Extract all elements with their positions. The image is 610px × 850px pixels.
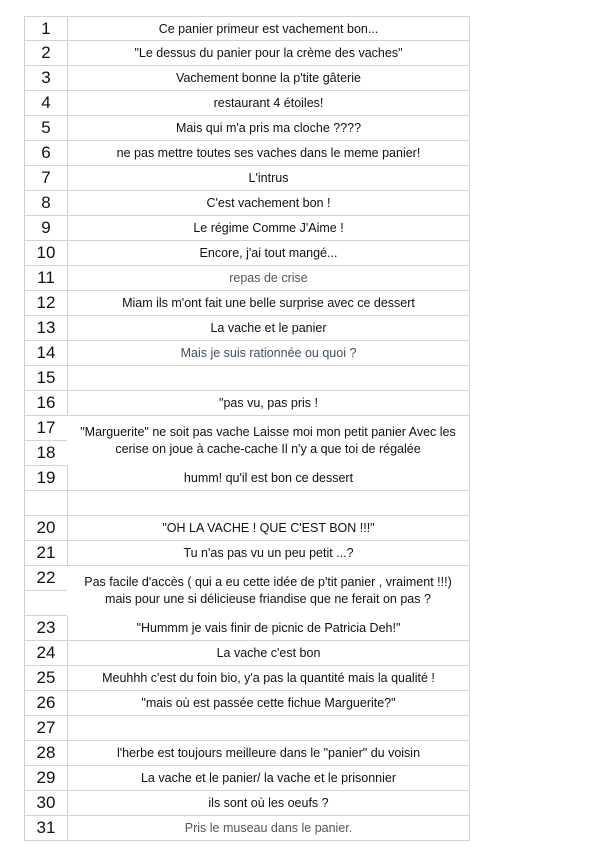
row-text: C'est vachement bon ! [68,191,470,215]
row-text: La vache et le panier [68,316,470,340]
row-text: Miam ils m'ont fait une belle surprise avec ce dessert [68,291,470,315]
table-row[interactable] [24,466,470,491]
row-text: La vache c'est bon [68,641,470,665]
row-number: 6 [24,141,68,165]
row-text: Mais je suis rationnée ou quoi ? [68,341,470,365]
table-row[interactable] [24,191,470,216]
row-text: "Le dessus du panier pour la crème des vaches" [68,41,470,65]
table-row[interactable] [24,691,470,716]
spreadsheet-table [24,16,470,841]
table-row[interactable] [24,91,470,116]
merged-cell-entry-17-18: "Marguerite" ne soit pas vache Laisse moi mon petit panier Avec les cerise on joue à cache-cache Il n'y a que toi de régalée [67,416,470,466]
table-row[interactable] [24,66,470,91]
row-text: l'herbe est toujours meilleure dans le "panier" du voisin [68,741,470,765]
table-row[interactable] [24,41,470,66]
table-row[interactable] [24,166,470,191]
table-row[interactable] [24,16,470,41]
row-number: 15 [24,366,68,390]
row-text: "mais où est passée cette fichue Marguerite?" [68,691,470,715]
row-number: 17 [24,416,68,440]
row-number: 3 [24,66,68,90]
row-number: 19 [24,466,68,490]
row-text: Pris le museau dans le panier. [68,816,470,840]
table-row[interactable] [24,116,470,141]
row-number: 27 [24,716,68,740]
row-number: 23 [24,616,68,640]
table-row[interactable] [24,816,470,841]
table-row[interactable] [24,641,470,666]
row-number: 8 [24,191,68,215]
table-row[interactable] [24,216,470,241]
table-row[interactable] [24,791,470,816]
row-number: 18 [24,441,68,465]
row-number: 14 [24,341,68,365]
table-row[interactable] [24,516,470,541]
row-text: "OH LA VACHE ! QUE C'EST BON !!!" [68,516,470,540]
row-number: 9 [24,216,68,240]
row-number: 2 [24,41,68,65]
row-number: 30 [24,791,68,815]
table-row[interactable] [24,316,470,341]
row-number: 7 [24,166,68,190]
row-number: 1 [24,17,68,40]
row-number: 11 [24,266,68,290]
row-number: 29 [24,766,68,790]
row-text [68,366,470,390]
table-row[interactable] [24,716,470,741]
row-text: Meuhhh c'est du foin bio, y'a pas la quantité mais la qualité ! [68,666,470,690]
row-number: 26 [24,691,68,715]
row-text: "Hummm je vais finir de picnic de Patricia Deh!" [68,616,470,640]
table-row[interactable] [24,666,470,691]
table-row[interactable] [24,141,470,166]
row-text: ils sont où les oeufs ? [68,791,470,815]
row-number: 25 [24,666,68,690]
row-text: La vache et le panier/ la vache et le prisonnier [68,766,470,790]
table-row[interactable] [24,541,470,566]
row-number: 22 [24,566,68,590]
table-row[interactable] [24,391,470,416]
row-text: ne pas mettre toutes ses vaches dans le meme panier! [68,141,470,165]
row-text: Tu n'as pas vu un peu petit ...? [68,541,470,565]
table-row[interactable] [24,766,470,791]
merged-cell-entry-22: Pas facile d'accès ( qui a eu cette idée de p'tit panier , vraiment !!!) mais pour une si délicieuse friandise que ne ferait on pas ? [67,566,470,616]
table-row[interactable] [24,266,470,291]
row-number [24,491,68,515]
table-row[interactable] [24,241,470,266]
row-text: Vachement bonne la p'tite gâterie [68,66,470,90]
row-text: Ce panier primeur est vachement bon... [68,17,470,40]
row-text [68,491,470,515]
row-text: humm! qu'il est bon ce dessert [68,466,470,490]
row-number: 4 [24,91,68,115]
row-text: L'intrus [68,166,470,190]
table-row[interactable] [24,341,470,366]
table-row[interactable] [24,291,470,316]
row-text: restaurant 4 étoiles! [68,91,470,115]
row-number: 24 [24,641,68,665]
row-number: 20 [24,516,68,540]
row-number: 21 [24,541,68,565]
table-row[interactable] [24,741,470,766]
row-text: Encore, j'ai tout mangé... [68,241,470,265]
table-row[interactable] [24,366,470,391]
row-number: 16 [24,391,68,415]
row-number [24,591,68,615]
row-text: Mais qui m'a pris ma cloche ???? [68,116,470,140]
row-text: Le régime Comme J'Aime ! [68,216,470,240]
row-text [68,716,470,740]
row-number: 13 [24,316,68,340]
row-number: 12 [24,291,68,315]
row-text: repas de crise [68,266,470,290]
row-number: 5 [24,116,68,140]
row-text: "pas vu, pas pris ! [68,391,470,415]
row-number: 10 [24,241,68,265]
table-row[interactable] [24,616,470,641]
row-number: 28 [24,741,68,765]
table-row[interactable] [24,491,470,516]
row-number: 31 [24,816,68,840]
